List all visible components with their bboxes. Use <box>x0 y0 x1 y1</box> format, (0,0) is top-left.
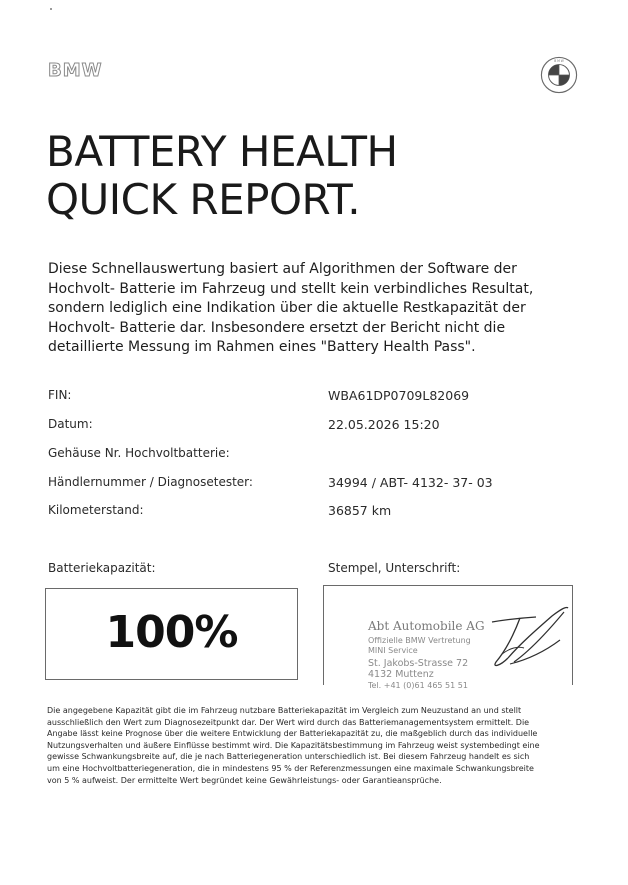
dealer-number-label: Händlernummer / Diagnosetester: <box>48 475 253 489</box>
disclaimer-line: Die angegebene Kapazität gibt die im Fahrzeug nutzbare Batteriekapazität im Vergleich zum Neuzustand an und stellt <box>47 706 522 715</box>
disclaimer-line: Nutzungsverhalten und äußere Einflüsse bestimmt wird. Die Kapazitätsbestimmung im Fahrzeug weist systembedingt eine <box>47 740 540 750</box>
disclaimer-line: um eine Hochvoltbatteriegeneration, die in mindestens 95 % der Referenzmessungen eine maximale Schwankungsbreite <box>47 763 534 773</box>
disclaimer-line: Angabe lässt keine Prognose über die weitere Entwicklung der Batteriekapazität zu, die maßgeblich durch das individuelle <box>47 729 538 739</box>
stamp-line: 4132 Muttenz <box>368 669 434 680</box>
stamp-line: MINI Service <box>368 646 418 655</box>
intro-line: Hochvolt- Batterie im Fahrzeug und stellt kein verbindliches Resultat, <box>48 280 534 297</box>
date-label: Datum: <box>48 417 93 431</box>
stamp-label: Stempel, Unterschrift: <box>328 561 461 575</box>
vin-value: WBA61DP0709L82069 <box>328 388 470 403</box>
stamp-line: Offizielle BMW Vertretung <box>368 636 471 645</box>
battery-housing-label: Gehäuse Nr. Hochvoltbatterie: <box>48 446 230 460</box>
stamp-company: Abt Automobile AG <box>368 619 485 633</box>
capacity-label: Batteriekapazität: <box>48 561 156 575</box>
report-title-line-1: BATTERY HEALTH <box>46 127 398 176</box>
stamp-line: Tel. +41 (0)61 465 51 51 <box>368 681 468 690</box>
date-value: 22.05.2026 15:20 <box>328 417 440 432</box>
report-title <box>46 128 398 224</box>
stamp-line: St. Jakobs-Strasse 72 <box>368 658 469 669</box>
disclaimer-line: ausschließlich den Wert zum Diagnosezeitpunkt dar. Der Wert wird durch das Batteriemanagementsystem ermittelt. Die <box>47 717 530 727</box>
scan-artifact <box>50 8 52 10</box>
intro-line: Diese Schnellauswertung basiert auf Algorithmen der Software der <box>48 261 517 277</box>
dealer-number-value: 34994 / ABT- 4132- 37- 03 <box>328 475 493 490</box>
brand-wordmark: BMW <box>48 60 103 81</box>
handwritten-signature <box>480 592 576 678</box>
intro-line: detaillierte Messung im Rahmen eines "Battery Health Pass". <box>48 339 476 355</box>
disclaimer-line: von 5 % aufweist. Der ermittelte Wert begründet keine Gewährleistungs- oder Garantieansprüche. <box>47 775 442 785</box>
vin-label: FIN: <box>48 388 72 402</box>
bmw-roundel-icon <box>540 56 578 94</box>
disclaimer-text <box>47 705 587 786</box>
disclaimer-line: gewisse Schwankungsbreite auf, die je nach Batteriegeneration unterschiedlich ist. Bei diesem Fahrzeug handelt es sich <box>47 752 530 762</box>
intro-line: sondern lediglich eine Indikation über die aktuelle Restkapazität der <box>48 300 526 316</box>
intro-paragraph <box>48 260 588 358</box>
svg-text:B M W: B M W <box>554 58 564 63</box>
intro-line: Hochvolt- Batterie dar. Insbesondere ersetzt der Bericht nicht die <box>48 319 506 336</box>
capacity-value: 100% <box>105 607 238 658</box>
report-title-line-2: QUICK REPORT. <box>46 175 361 224</box>
capacity-box <box>45 588 298 680</box>
mileage-value: 36857 km <box>328 503 392 518</box>
mileage-label: Kilometerstand: <box>48 503 144 517</box>
